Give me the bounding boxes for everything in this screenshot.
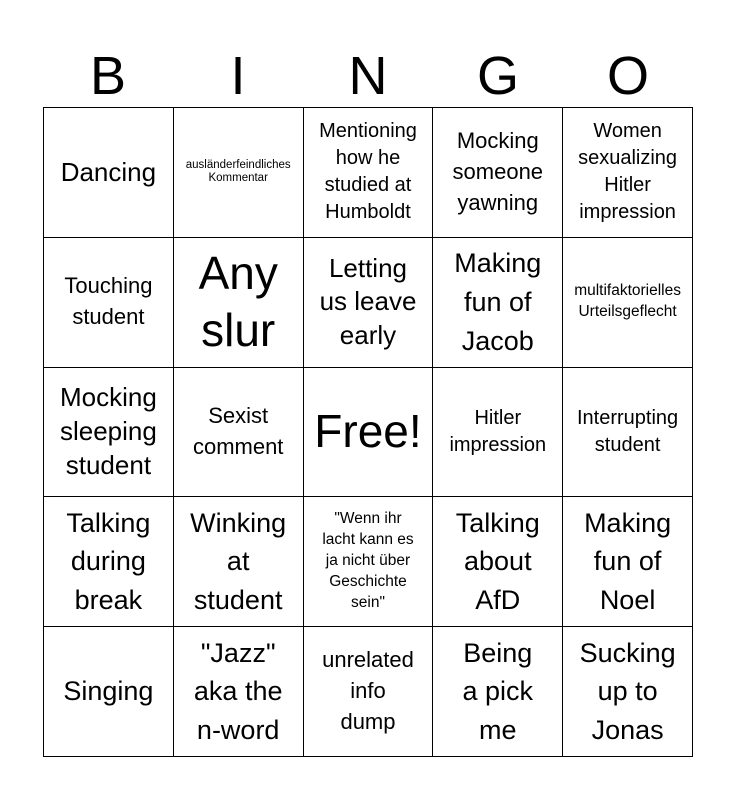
cell-text: Making fun of Noel <box>584 507 672 616</box>
cell-text: Hitler impression <box>449 406 547 456</box>
bingo-cell[interactable] <box>174 627 304 757</box>
cell-text: Making fun of Jacob <box>454 248 542 356</box>
bingo-cell[interactable] <box>44 368 174 498</box>
bingo-cell[interactable] <box>304 627 434 757</box>
bingo-cell[interactable] <box>44 497 174 627</box>
free-space-text: Free! <box>314 405 422 458</box>
header-letter-g: G <box>476 46 519 106</box>
cell-text: Women sexualizing Hitler impression <box>578 120 678 224</box>
cell-text: unrelated info dump <box>322 647 414 734</box>
bingo-cell[interactable] <box>174 368 304 498</box>
cell-text: Letting us leave early <box>319 252 417 351</box>
bingo-cell[interactable] <box>304 497 434 627</box>
bingo-cell[interactable] <box>433 497 563 627</box>
header-letter-i: I <box>230 46 246 106</box>
bingo-cell[interactable] <box>433 368 563 498</box>
free-space[interactable] <box>304 368 434 498</box>
cell-text: Mentioning how he studied at Humboldt <box>319 120 417 224</box>
cell-text: Sexist comment <box>192 403 284 459</box>
bingo-cell[interactable] <box>563 108 693 238</box>
cell-text: Talking during break <box>66 507 151 616</box>
cell-text: Mocking someone yawning <box>452 128 544 215</box>
cell-text: Singing <box>63 676 154 707</box>
bingo-cell[interactable] <box>44 108 174 238</box>
bingo-header <box>43 46 693 106</box>
cell-text: Touching student <box>64 273 153 330</box>
bingo-cell[interactable] <box>433 627 563 757</box>
header-letter-b: B <box>89 46 127 106</box>
header-letter-n: N <box>348 46 388 106</box>
cell-text: Talking about AfD <box>455 507 540 616</box>
bingo-cell[interactable] <box>563 627 693 757</box>
cell-text: ausländerfeindliches Kommentar <box>185 158 291 185</box>
bingo-cell[interactable] <box>304 108 434 238</box>
bingo-cell[interactable] <box>433 108 563 238</box>
bingo-cell[interactable] <box>304 238 434 368</box>
cell-text: Mocking sleeping student <box>59 382 157 480</box>
bingo-cell[interactable] <box>174 238 304 368</box>
bingo-cell[interactable] <box>44 238 174 368</box>
cell-text: Sucking up to Jonas <box>579 637 676 745</box>
cell-text: Winking at student <box>190 507 287 616</box>
bingo-cell[interactable] <box>174 108 304 238</box>
cell-text: Dancing <box>60 156 157 187</box>
bingo-cell[interactable] <box>563 238 693 368</box>
bingo-cell[interactable] <box>433 238 563 368</box>
bingo-board <box>43 107 693 757</box>
cell-text: Interrupting student <box>577 406 679 456</box>
cell-text: "Jazz" aka the n-word <box>193 637 283 745</box>
cell-text: Being a pick me <box>462 637 534 745</box>
bingo-cell[interactable] <box>563 497 693 627</box>
bingo-cell[interactable] <box>44 627 174 757</box>
header-letter-o: O <box>606 46 649 106</box>
bingo-cell[interactable] <box>174 497 304 627</box>
cell-text: multifaktorielles Urteilsgeflecht <box>574 282 681 321</box>
bingo-cell[interactable] <box>563 368 693 498</box>
cell-text: "Wenn ihr lacht kann es ja nicht über Geschichte sein" <box>322 510 414 612</box>
cell-text: Any slur <box>198 246 278 357</box>
